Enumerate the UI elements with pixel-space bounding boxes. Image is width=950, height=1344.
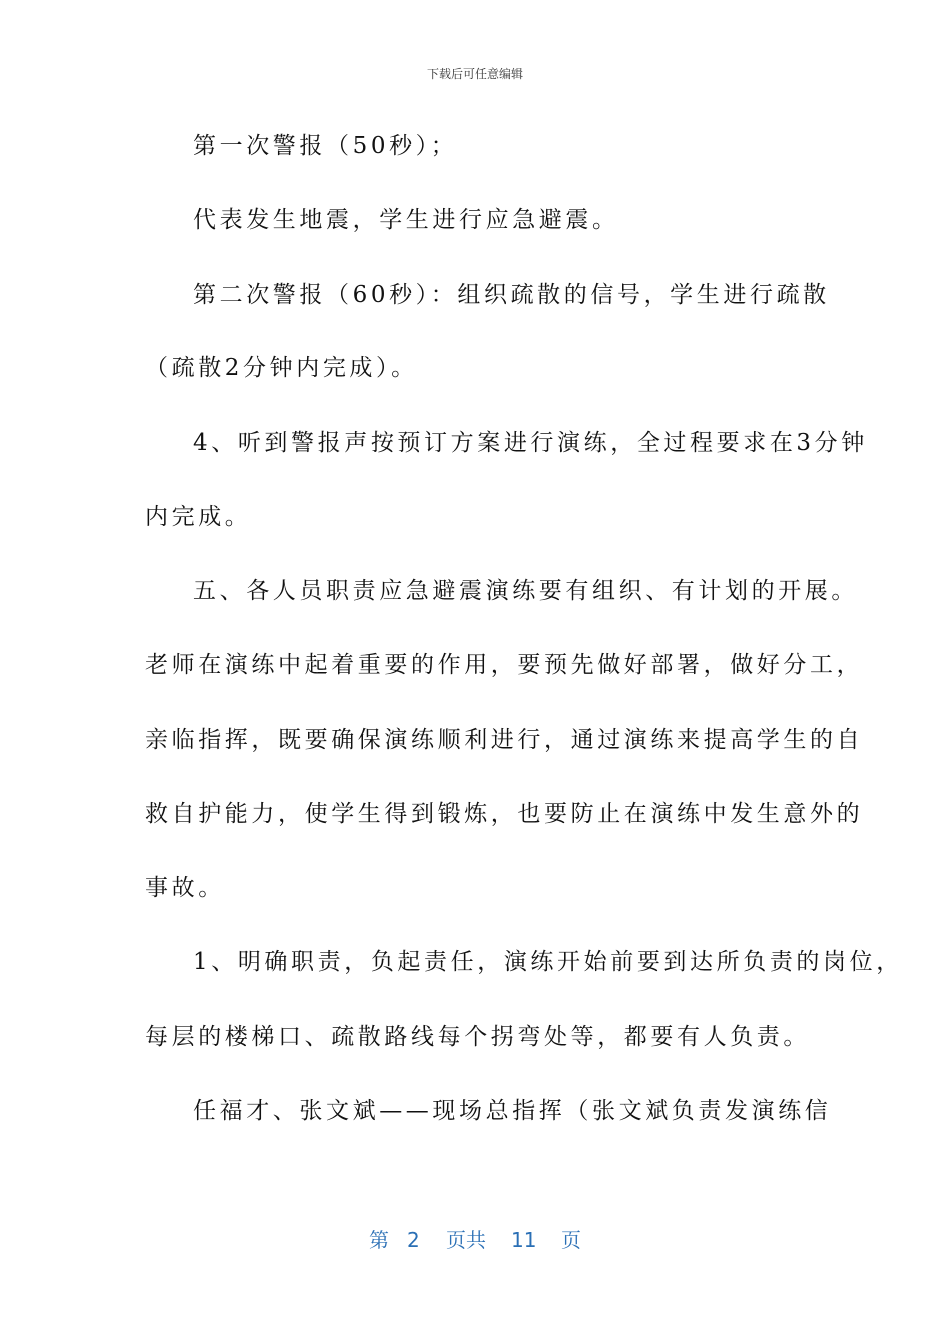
footer-middle: 页共 (446, 1228, 486, 1252)
paragraph-line: 老师在演练中起着重要的作用，要预先做好部署，做好分工， (145, 652, 864, 678)
paragraph-line: 五、各人员职责应急避震演练要有组织、有计划的开展。 (193, 578, 858, 604)
paragraph-line: 亲临指挥，既要确保演练顺利进行，通过演练来提高学生的自 (145, 727, 864, 753)
footer-prefix: 第 (369, 1228, 389, 1252)
paragraph-line: 事故。 (145, 875, 225, 901)
paragraph-line: 代表发生地震，学生进行应急避震。 (193, 207, 619, 233)
paragraph-line: 每层的楼梯口、疏散路线每个拐弯处等，都要有人负责。 (145, 1024, 810, 1050)
paragraph-line: 第一次警报（50秒）； (193, 133, 458, 159)
paragraph-line: 内完成。 (145, 504, 252, 530)
paragraph-line: （疏散2分钟内完成）。 (145, 355, 418, 381)
page-header-note: 下载后可任意编辑 (426, 67, 523, 81)
footer-suffix: 页 (561, 1228, 581, 1252)
paragraph-line: 任福才、张文斌——现场总指挥（张文斌负责发演练信 (193, 1098, 832, 1124)
footer-current-page: 2 (407, 1228, 420, 1252)
paragraph-line: 第二次警报（60秒）：组织疏散的信号，学生进行疏散 (193, 282, 830, 308)
paragraph-line: 4、听到警报声按预订方案进行演练，全过程要求在3分钟 (193, 430, 868, 456)
footer-total-pages: 11 (511, 1228, 537, 1252)
paragraph-line: 1、明确职责，负起责任，演练开始前要到达所负责的岗位， (193, 949, 903, 975)
paragraph-line: 救自护能力，使学生得到锻炼，也要防止在演练中发生意外的 (145, 801, 864, 827)
